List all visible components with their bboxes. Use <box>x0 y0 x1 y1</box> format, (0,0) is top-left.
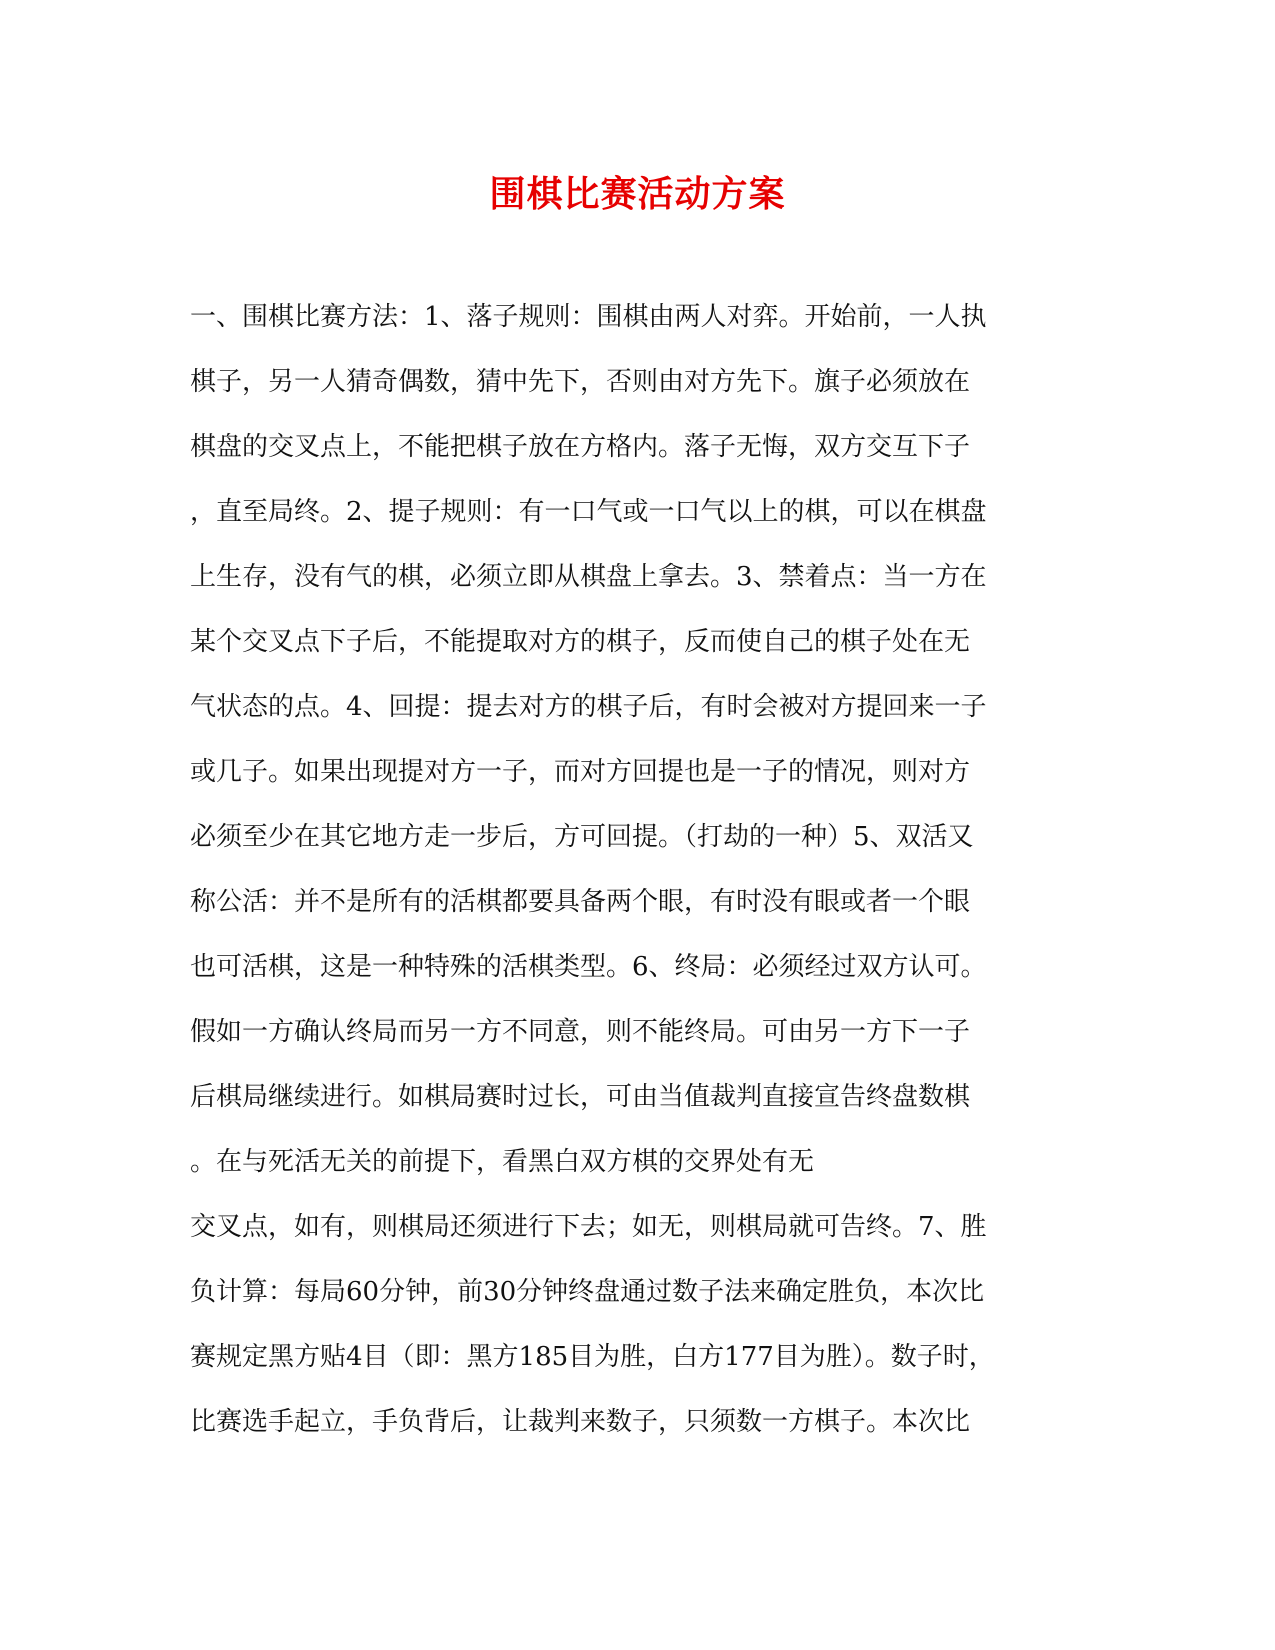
body-line: 棋盘的交叉点上，不能把棋子放在方格内。落子无悔，双方交互下子 <box>190 432 971 462</box>
body-line: 假如一方确认终局而另一方不同意，则不能终局。可由另一方下一子 <box>190 1017 971 1047</box>
body-line: ，直至局终。2、提子规则：有一口气或一口气以上的棋，可以在棋盘 <box>190 497 987 527</box>
body-line: 比赛选手起立，手负背后，让裁判来数子，只须数一方棋子。本次比 <box>190 1407 971 1437</box>
body-line: 。在与死活无关的前提下，看黑白双方棋的交界处有无 <box>190 1147 815 1177</box>
body-line: 或几子。如果出现提对方一子，而对方回提也是一子的情况，则对方 <box>190 757 971 787</box>
body-line: 某个交叉点下子后，不能提取对方的棋子，反而使自己的棋子处在无 <box>190 627 971 657</box>
body-line: 称公活：并不是所有的活棋都要具备两个眼，有时没有眼或者一个眼 <box>190 887 971 917</box>
body-line: 负计算：每局60分钟，前30分钟终盘通过数子法来确定胜负，本次比 <box>190 1277 985 1307</box>
body-line: 赛规定黑方贴4目（即：黑方185目为胜，白方177目为胜）。数子时， <box>190 1342 995 1372</box>
body-line: 气状态的点。4、回提：提去对方的棋子后，有时会被对方提回来一子 <box>190 692 987 722</box>
body-line: 后棋局继续进行。如棋局赛时过长，可由当值裁判直接宣告终盘数棋 <box>190 1082 971 1112</box>
document-title: 围棋比赛活动方案 <box>489 173 786 215</box>
body-line: 棋子，另一人猜奇偶数，猜中先下，否则由对方先下。旗子必须放在 <box>190 367 971 397</box>
document-body <box>190 285 1090 1455</box>
body-line: 必须至少在其它地方走一步后，方可回提。（打劫的一种）5、双活又 <box>190 822 974 852</box>
body-line: 交叉点，如有，则棋局还须进行下去；如无，则棋局就可告终。7、胜 <box>190 1212 987 1242</box>
body-line: 一、围棋比赛方法：1、落子规则：围棋由两人对弈。开始前，一人执 <box>190 302 987 332</box>
body-line: 也可活棋，这是一种特殊的活棋类型。6、终局：必须经过双方认可。 <box>190 952 987 982</box>
body-line: 上生存，没有气的棋，必须立即从棋盘上拿去。3、禁着点：当一方在 <box>190 562 987 592</box>
